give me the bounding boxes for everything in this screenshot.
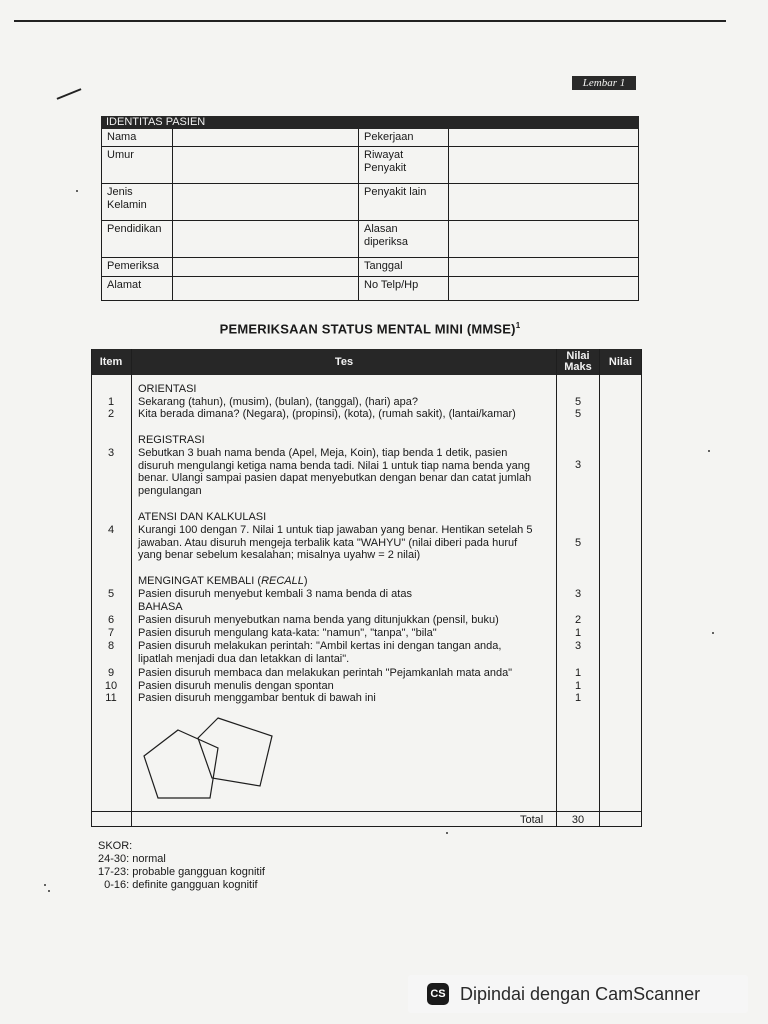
total-label: Total — [520, 814, 544, 826]
table-divider — [131, 349, 132, 827]
section-recall-c: ) — [303, 575, 308, 587]
identity-row — [102, 184, 639, 221]
section-recall — [138, 575, 308, 587]
field-label: Umur — [102, 147, 173, 184]
item-max: 1 — [574, 627, 582, 639]
section-registrasi: REGISTRASI — [138, 434, 205, 446]
scan-speck — [44, 884, 46, 886]
section-recall-b: RECALL — [261, 575, 304, 587]
column-header-max — [557, 349, 599, 375]
total-value: 30 — [571, 814, 585, 826]
item-number: 11 — [105, 692, 117, 704]
field-label: Jenis Kelamin — [102, 184, 173, 221]
item-text: Kita berada dimana? (Negara), (propinsi), (kota), (rumah sakit), (lantai/kamar) — [138, 408, 516, 420]
patient-identity-table — [101, 116, 639, 301]
field-label: Pekerjaan — [359, 129, 449, 147]
section-recall-a: MENGINGAT KEMBALI ( — [138, 575, 262, 587]
table-divider — [599, 349, 600, 827]
field-label: Nama — [102, 129, 173, 147]
score-heading: SKOR: — [98, 840, 133, 852]
field-value[interactable] — [173, 258, 359, 277]
column-header-max-line1: Nilai — [566, 350, 590, 362]
item-text: Kurangi 100 dengan 7. Nilai 1 untuk tiap jawaban yang benar. Hentikan setelah 5 jawaban. Atau disuruh mengeja terbalik kata "WAHYU" (nilai diberi pada huruf yang benar sebelum kesalahan; misalnya uyahw = 2 nilai) — [138, 524, 533, 561]
item-text: Pasien disuruh membaca dan melakukan perintah "Pejamkanlah mata anda" — [138, 667, 513, 679]
table-divider — [91, 811, 642, 812]
mmse-title-text: PEMERIKSAAN STATUS MENTAL MINI (MMSE) — [219, 321, 516, 337]
item-max: 2 — [574, 614, 582, 626]
item-text: Pasien disuruh menulis dengan spontan — [138, 680, 334, 692]
scan-speck — [76, 190, 78, 192]
identity-row — [102, 277, 639, 301]
item-max: 3 — [574, 640, 582, 652]
field-label: Riwayat Penyakit — [359, 147, 449, 184]
item-max: 3 — [574, 459, 582, 471]
field-label: Tanggal — [359, 258, 449, 277]
item-number: 2 — [107, 408, 115, 420]
identity-row — [102, 129, 639, 147]
field-value[interactable] — [449, 277, 639, 301]
item-number: 9 — [107, 667, 115, 679]
top-rule — [14, 20, 726, 22]
column-header-item: Item — [91, 349, 131, 375]
mmse-title-footnote: 1 — [515, 321, 521, 330]
scan-speck — [446, 832, 448, 834]
identity-row — [102, 147, 639, 184]
column-header-nilai: Nilai — [600, 349, 641, 375]
item-text: Pasien disuruh mengulang kata-kata: "namun", "tanpa", "bila" — [138, 627, 437, 639]
identity-row — [102, 221, 639, 258]
mmse-title — [100, 321, 640, 336]
column-header-max-line2: Maks — [564, 361, 592, 373]
item-max: 1 — [574, 667, 582, 679]
score-line: 0-16: definite gangguan kognitif — [98, 879, 258, 891]
item-text: Pasien disuruh menyebut kembali 3 nama benda di atas — [138, 588, 412, 600]
field-label: Pemeriksa — [102, 258, 173, 277]
item-text: Sekarang (tahun), (musim), (bulan), (tanggal), (hari) apa? — [138, 396, 419, 408]
scan-speck — [48, 890, 50, 892]
field-label: Alamat — [102, 277, 173, 301]
item-max: 3 — [574, 588, 582, 600]
item-number: 7 — [107, 627, 115, 639]
score-line: 24-30: normal — [98, 853, 166, 865]
field-value[interactable] — [449, 258, 639, 277]
camscanner-text: Dipindai dengan CamScanner — [460, 983, 701, 1004]
field-label: Penyakit lain — [359, 184, 449, 221]
item-number: 6 — [107, 614, 115, 626]
field-value[interactable] — [449, 221, 639, 258]
field-value[interactable] — [173, 221, 359, 258]
field-value[interactable] — [173, 147, 359, 184]
item-text: Pasien disuruh menggambar bentuk di bawah ini — [138, 692, 376, 704]
camscanner-logo-icon: CS — [427, 983, 449, 1005]
item-number: 10 — [104, 680, 118, 692]
intersecting-pentagons-figure — [140, 712, 280, 806]
section-orientasi: ORIENTASI — [138, 383, 197, 395]
field-value[interactable] — [449, 184, 639, 221]
identity-header: IDENTITAS PASIEN — [102, 117, 639, 129]
pentagon-right — [198, 718, 272, 786]
sheet-label: Lembar 1 — [572, 76, 636, 90]
item-text: Pasien disuruh menyebutkan nama benda yang ditunjukkan (pensil, buku) — [138, 614, 499, 626]
section-bahasa: BAHASA — [138, 601, 183, 613]
field-label: Pendidikan — [102, 221, 173, 258]
item-text: Sebutkan 3 buah nama benda (Apel, Meja, Koin), tiap benda 1 detik, pasien disuruh mengulangi ketiga nama benda tadi. Nilai 1 untuk tiap nama benda yang benar. Ulangi sampai pasien dapat menyebutkan dengan benar dan catat jumlah pengulangan — [138, 447, 532, 497]
item-text: Pasien disuruh melakukan perintah: "Ambil kertas ini dengan tangan anda, lipatlah menjadi dua dan letakkan di lantai". — [138, 640, 502, 665]
pen-mark — [57, 88, 82, 100]
column-header-tes: Tes — [132, 349, 556, 375]
score-line: 17-23: probable gangguan kognitif — [98, 866, 265, 878]
item-number: 5 — [107, 588, 115, 600]
scan-speck — [712, 632, 714, 634]
identity-row — [102, 258, 639, 277]
field-label: No Telp/Hp — [359, 277, 449, 301]
item-max: 5 — [574, 408, 582, 420]
table-border-bottom — [91, 826, 642, 827]
field-value[interactable] — [449, 147, 639, 184]
camscanner-watermark — [408, 975, 748, 1013]
item-number: 8 — [107, 640, 115, 652]
item-max: 5 — [574, 537, 582, 549]
scan-speck — [708, 450, 710, 452]
item-number: 4 — [107, 524, 115, 536]
section-atensi: ATENSI DAN KALKULASI — [138, 511, 267, 523]
item-max: 1 — [574, 692, 582, 704]
field-label: Alasan diperiksa — [359, 221, 449, 258]
table-border-right — [641, 349, 642, 827]
item-max: 5 — [574, 396, 582, 408]
field-value[interactable] — [173, 184, 359, 221]
score-legend — [98, 840, 265, 892]
field-value[interactable] — [449, 129, 639, 147]
field-value[interactable] — [173, 277, 359, 301]
item-number: 1 — [107, 396, 115, 408]
identity-header-row — [102, 117, 639, 129]
item-number: 3 — [107, 447, 115, 459]
field-value[interactable] — [173, 129, 359, 147]
item-max: 1 — [574, 680, 582, 692]
